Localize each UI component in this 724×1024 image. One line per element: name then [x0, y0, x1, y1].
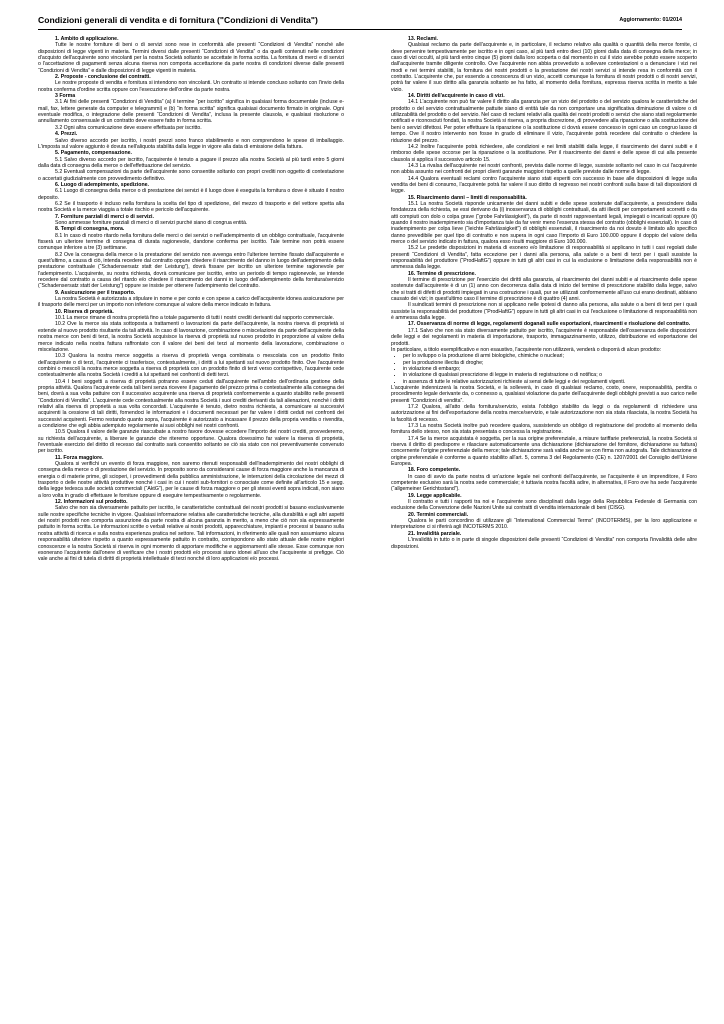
section-paragraph: 5.2 Eventuali compensazioni da parte dell'acquirente sono consentite soltanto con propri crediti non oggetto di contestazione o accertati giudizialmente con provvedimento definitivo.	[38, 169, 344, 182]
section-heading: 19. Legge applicabile.	[408, 492, 462, 499]
section-paragraph: 5.1 Salvo diverso accordo per iscritto, l'acquirente è tenuto a pagare il prezzo alla nostra Società al più tardi entro 5 giorni dalla data di consegna della merce o dell'effettuazione del servizio.	[38, 156, 344, 169]
section-paragraph: 17.1 Salvo che non sia stato diversamente pattuito per iscritto, l'acquirente è responsabile dell'osservanza delle disposizioni delle leggi e dei regolamenti in materia di importazione, trasporto, immagazzinamento, utilizzo, distribuzione ed esportazione dei prodotti.	[391, 327, 697, 347]
section-paragraph: 14.4 Qualora eventuali reclami contro l'acquirente siano stati esperiti con successo in base alle disposizioni di legge sulla vendita dei beni di consumo, l'acquirente potrà far valere il suo diritto di regresso nei nostri confronti sulla base di tali disposizioni di legge.	[391, 175, 697, 195]
section-heading: 15. Risarcimento danni – limiti di responsabilità.	[408, 194, 527, 201]
update-date: Aggiornamento: 01/2014	[619, 17, 682, 23]
list-item: • in violazione di qualsiasi prescrizione di legge in materia di registrazione o di notifica; o	[403, 372, 697, 378]
section-heading: 4. Prezzi.	[55, 131, 78, 138]
section-heading: 11. Forza maggiore.	[55, 454, 104, 461]
section-paragraph: 14.2 Inoltre l'acquirente potrà richiedere, alle condizioni e nei limiti stabiliti dalla legge, il risarcimento dei danni subiti e il rimborso delle spese occorse per la riparazione o la sostituzione. Per il risarcimento dei danni e delle spese di cui alla presente clausola si applica il successivo articolo 15.	[391, 143, 697, 163]
section-paragraph: Il suindicati termini di prescrizione non si applicano nelle ipotesi di danno alla persona, alla salute o a beni di terzi per i quali sussiste la responsabilità del produttore (“ProdHaftG”) oppure in tutti gli altri casi in cui l'esclusione o limitazione di responsabilità non è ammessa dalla legge.	[391, 302, 697, 322]
section-paragraph: 10.1 La merce rimane di nostra proprietà fino a totale pagamento di tutti i nostri crediti derivanti dal rapporto commerciale.	[55, 315, 335, 322]
section-heading: 10. Riserva di proprietà.	[55, 308, 114, 315]
section-paragraph: 14.3 La rivalsa dell'acquirente nei nostri confronti, prevista dalle norme di legge, sussiste soltanto nel caso in cui l'acquirente non abbia assunto nei confronti dei propri clienti garanzie maggiori rispetto a quelle previste dalle norme di legge.	[391, 162, 697, 176]
list-item: • in violazione di embargo;	[403, 366, 697, 372]
section-heading: 6. Luogo di adempimento, spedizione.	[55, 181, 149, 188]
section-paragraph: Sono ammesse forniture parziali di merci o di servizi purché siano di congrua entità.	[55, 219, 248, 226]
section-paragraph: 6.2 Se il trasporto è incluso nella fornitura la scelta del tipo di spedizione, del mezzo di trasporto e del vettore spetta alla nostra Società e la merce viaggia a totale rischio e pericolo dell'acquirente.	[38, 200, 344, 214]
section-heading: 18. Foro competente.	[408, 467, 461, 474]
section-heading: 8. Tempi di consegna, mora.	[55, 226, 125, 233]
document-title: Condizioni generali di vendita e di fornitura ("Condizioni di Vendita")	[38, 15, 318, 25]
section-heading: 9. Assicurazione per il trasporto.	[55, 289, 136, 296]
section-heading: 3 Forma	[55, 93, 76, 100]
section-paragraph: L'invalidità in tutto o in parte di singole disposizioni delle presenti “Condizioni di Vendita” non comporta l'invalidità delle altre disposizioni.	[391, 537, 697, 550]
section-paragraph: 10.3 Qualora la nostra merce soggetta a riserva di proprietà venga combinata o mescolata con un prodotto finito dell'acquirente o di terzi, l'acquirente ci trasferisce, contestualmente, i diritti a lui spettanti sul nuovo prodotto finito. Ove l'acquirente combini o mescoli la nostra merce soggetta a riserva di proprietà con un prodotto finito di terzi verso corrispettivo, l'acquirente cede contestualmente alla nostra Società i crediti a lui spettanti nei confronti di detti terzi.	[38, 353, 344, 379]
section-paragraph: 17.4 Se la merce acquistata è soggetta, per la sua origine preferenziale, a misure tariffarie preferenziali, la nostra Società si riserva il diritto di predisporre e rilasciare automaticamente una dichiarazione (dichiarazione del fornitore, dichiarazione su fattura) concernente l'origine preferenziale della merce; tale dichiarazione sarà valida anche se con firma non autografa. Tale dichiarazione di origine preferenziale è conforme a quanto stabilito all'art. 5, comma 3 del Regolamento (CE) n. 1207/2001 del Consiglio dell'Unione Europea.	[391, 435, 697, 468]
section-paragraph: Tutte le nostre forniture di beni o di servizi sono rese in conformità alle presenti “Condizioni di Vendita” nonché alle disposizioni di legge vigenti in materia. Termini diversi dalle presenti “Condizioni di Vendita” o da quelli contenuti nelle condizioni d'acquisto dell'acquirente sono vincolanti per la nostra Società soltanto se accettate in forma scritta. La fornitura di merci e di servizi o l'accettazione di pagamenti senza alcuna riserva non comporta accettazione da parte nostra di condizioni diverse dalle presenti “Condizioni di Vendita” e dalle disposizioni di legge vigenti in materia.	[38, 42, 344, 74]
section-paragraph: 17.3 La nostra Società inoltre può recedere qualora, sussistendo un obbligo di registrazione del prodotto al momento della fornitura dello stesso, non sia stata presentata o concessa la registrazione.	[391, 422, 697, 436]
section-heading: 7. Forniture parziali di merci o di servizi.	[55, 213, 154, 220]
section-paragraph: 8.1 In caso di nostro ritardo nella fornitura delle merci o dei servizi o nell'adempimento di un obbligo contrattuale, l'acquirente fisserà un ulteriore termine di consegna di durata ragionevole, dandone conferma per iscritto. Tale termine non potrà essere comunque inferiore a tre (3) settimane.	[38, 232, 344, 252]
section-paragraph: 8.2 Ove la consegna della merce o la prestazione del servizio non avvenga entro l'ulteriore termine fissato dall'acquirente e quest'ultimo, a causa di ciò, intenda recedere dal contratto oppure chiedere il risarcimento del danno in luogo dell'adempimento della prestazione contrattuale (“Schadensersatz statt der Leistung”), dovrà fissare per iscritto un ulteriore termine ragionevole per l'adempimento. L'acquirente, su nostra richiesta, dovrà comunicare per iscritto, entro un periodo di tempo ragionevole, se intende recedere dal contratto a causa del ritardo e/o chiedere il risarcimento dei danni in luogo dell'adempimento della fornitura/servizio (“Schadensersatz statt der Leistung”) oppure se insiste per ottenere l'adempimento del contratto.	[38, 251, 344, 290]
section-paragraph: Le nostre proposte di vendita e fornitura si intendono non vincolanti. Un contratto si intende concluso soltanto con l'invio della nostra conferma d'ordine scritta oppure con l'esecuzione dell'ordine da parte nostra.	[38, 80, 344, 93]
section-heading: 13. Reclami.	[408, 36, 438, 42]
section-paragraph: 10.2 Ove la merce sia stata sottoposta a trattamenti o lavorazioni da parte dell'acquirente, la nostra riserva di proprietà si estende al nuovo prodotto risultante da tali attività. In caso di lavorazione, combinazione o miscelazione da parte dell'acquirente della nostra merce con beni di terzi, la nostra Società acquisisce la riserva di proprietà sul nuovo prodotto in proporzione al valore della merce indicato nella nostra fattura raffrontato con il valore dei beni dei terzi al momento della lavorazione, combinazione o miscelazione.	[38, 321, 344, 353]
section-paragraph: Il contratto e tutti i rapporti tra noi e l'acquirente sono disciplinati dalla legge della Repubblica Federale di Germania con esclusione della Convenzione delle Nazioni Unite sui contratti di vendita internazionale di beni (CISG).	[391, 499, 697, 512]
document-header	[38, 15, 682, 30]
section-heading: 16. Termine di prescrizione.	[408, 270, 476, 277]
section-paragraph: L'acquirente indennizzerà la nostra Società, e la solleverà, in caso di qualsiasi reclamo, costo, onere, responsabilità, perdita o procedimento legale derivante da, o connesso a, qualsiasi violazione da parte dell'acquirente degli obblighi previsti a suo carico nelle presenti “Condizioni di vendita”.	[391, 384, 697, 404]
section-paragraph: 3.2 Ogni altra comunicazione deve essere effettuata per iscritto.	[55, 124, 202, 131]
section-paragraph: Salvo diverso accordo per iscritto, i nostri prezzi sono franco stabilimento e non comprendono le spese di imballaggio. L'imposta sul valore aggiunto è dovuta nell'aliquota stabilita dalla legge in vigore alla data di emissione della fattura.	[38, 137, 344, 150]
section-heading: 12. Informazioni sul prodotto.	[55, 499, 128, 506]
right-column	[391, 36, 697, 1006]
list-item: • per lo sviluppo o la produzione di armi biologiche, chimiche o nucleari;	[403, 353, 697, 359]
prohibited-uses-list	[391, 353, 697, 385]
section-paragraph: Qualora si verifichi un evento di forza maggiore, non saremo ritenuti responsabili dell'inadempimento dei nostri obblighi di consegna della merce o di prestazione del servizio. In proposito sono da considerarsi cause di forza maggiore anche la mancanza di energia o di materie prime, gli scioperi, i provvedimenti della pubblica amministrazione, le interruzioni della circolazione dei mezzi di trasporto o delle nostre attività produttive nonché i casi in cui i nostri sub-fornitori o consociate come definite all'articolo 15 e segg. della legge tedesca sulle società commerciali (“AktG”), per le cause di forza maggiore o per gli stessi eventi sopra indicati, non siano a loro volta in grado di effettuare le forniture oppure di eseguire tempestivamente o regolarmente.	[38, 461, 344, 499]
section-paragraph: 17.2 Qualora, all'atto della fornitura/servizio, esista l'obbligo stabilito da leggi o da regolamenti di richiedere una autorizzazione ai fini dell'esportazione della nostra merce/servizio, e tale autorizzazione non sia stata rilasciata, la nostra Società ha la facoltà di recesso.	[391, 403, 697, 423]
section-paragraph: In caso di avvio da parte nostra di un'azione legale nei confronti dell'acquirente, se l'acquirente è un imprenditore, il Foro competente esclusivo sarà la nostra sede commerciale; è tuttavia nostra facoltà adire, in alternativa, il Foro ove ha sede l'acquirente (“allgemeiner Gerichtsstand”).	[391, 473, 697, 493]
section-paragraph: 10.4 I beni soggetti a riserva di proprietà potranno essere ceduti dall'acquirente nell'ambito dell'ordinaria gestione della propria attività. Qualora l'acquirente ceda tali beni senza ricevere il pagamento del prezzo prima o contestualmente alla consegna dei beni, dovrà a sua volta pattuire con il successivo acquirente una riserva di proprietà conformemente a quanto stabilito nelle presenti “Condizioni di Vendita”. L'acquirente cede contestualmente alla nostra Società i suoi crediti derivanti da tali alienazioni, nonché i diritti relativi alla riserva di proprietà a sua volta concordati. L'acquirente è tenuto, dietro nostra richiesta, a comunicare ai successivi acquirenti la cessione di tali diritti, fornendoci le informazioni e i documenti necessari per far valere i diritti ceduti nei confronti dei successivi acquirenti. Fermo restando quanto sopra, l'acquirente è autorizzato a incassare il prezzo della propria vendita o rivendita, a condizione che egli abbia adempiuto regolarmente ai suoi obblighi nei nostri confronti.	[38, 378, 344, 429]
section-heading: 17. Osservanza di norme di legge, regolamenti doganali sulle esportazioni, risarcimenti e risoluzione del contratto.	[408, 321, 691, 328]
section-paragraph: Qualora le parti concordino di utilizzare gli “International Commercial Terms” (INCOTERMS), per la loro applicazione e interpretazione ci si riferirà agli INCOTERMS 2010.	[391, 518, 697, 531]
section-paragraph: 15.1 La nostra Società risponde unicamente dei danni subiti e delle spese sostenute dall'acquirente, a prescindere dalla fondatezza della richiesta, se essi derivano da (i) inosservanza di obblighi contrattuali, da atti illeciti per comportamenti scorretti o da atti compiuti con dolo o colpa grave (“grobe Fahrlässigkeit”), da parte di nostri rappresentanti legali, impiegati o incaricati oppure (ii) quando il nostro inadempimento sia d'importanza tale da far venir meno l'essenza stessa del contratto (obblighi essenziali). In caso di inadempimento per colpa lieve (“leichte Fahrlässigkeit”) di obblighi essenziali, il risarcimento da noi dovuto è limitato allo specifico danno prevedibile per quel tipo di contratto e non supera in ogni caso l'importo di Euro 100.000 oppure il doppio del valore della merce o del servizio indicato in fattura, qualora esso risulti maggiore di Euro 100.000.	[391, 200, 697, 245]
section-heading: 14. Diritti dell'acquirente in caso di vizi.	[408, 93, 505, 100]
left-column	[38, 36, 344, 1006]
section-heading: 21. Invalidità parziale.	[408, 530, 462, 537]
section-paragraph: 10.5 Qualora il valore delle garanzie riascuibate a nostro favore dovesse eccedere l'importo dei nostri crediti, provvederemo, su richiesta dell'acquirente, a liberare le garanzie che riteremo opportune. Qualora dovessimo far valere la riserva di proprietà, l'eventuale esercizio del diritto di recesso dal contratto sarà consentito soltanto se ciò sia stato con noi preventivamente convenuto per iscritto.	[38, 429, 344, 455]
section-paragraph: 6.1 Luogo di consegna della merce o di prestazione dei servizi è il luogo dove è eseguita la fornitura o dove è situato il nostro deposito.	[38, 188, 344, 201]
list-item: • in assenza di tutte le relative autorizzazioni richieste ai sensi delle leggi e dei regolamenti vigenti.	[403, 379, 697, 385]
section-heading: 5. Pagamento, compensazione.	[55, 150, 132, 157]
section-paragraph: 3.1 Ai fini delle presenti “Condizioni di Vendita” (a) il termine “per iscritto” significa in qualsiasi forma documentale (incluse e-mail, fax, lettere generate da computer e telegrammi) e (b) “in forma scritta” significa qualsiasi documento firmato in originale. Ogni eventuale modifica, o integrazione delle presenti “Condizioni di Vendita”, inclusa la presente clausola, e qualsiasi risoluzione o annullamento consensuale di un contratto deve essere fatto in forma scritta.	[38, 99, 344, 125]
list-item: • per la produzione illecita di droghe;	[403, 360, 697, 366]
section-paragraph: 14.1 L'acquirente non può far valere il diritto alla garanzia per un vizio del prodotto o del servizio qualora le caratteristiche del prodotto o del servizio contrattualmente pattuite siano di entità tale da non comportare una significativa diminuzione di valore o di utilizzabilità del prodotto o del servizio. Nel caso di reclami relativi alla qualità dei nostri prodotti o servizi che siano stati regolarmente notificati e riconosciuti fondati, la nostra Società si riserva, a propria discrezione, di provvedere alla riparazione o alla sostituzione dei beni o servizi difettosi. Per poter effettuare la riparazione o la sostituzione ci dovrà essere concesso in ogni caso un congruo lasso di tempo. Ove il nostro intervento non fosse in grado di eliminare il vizio, l'acquirente potrà recedere dal contratto o chiedere la riduzione del prezzo.	[391, 99, 697, 144]
section-paragraph: Salvo che non sia diversamente pattuito per iscritto, le caratteristiche contrattuali dei nostri prodotti si basano esclusivamente sulle nostre specifiche tecniche in vigore. Qualsiasi informazione relativa alle caratteristiche tecniche, alla durabilità e agli altri aspetti dei nostri prodotti non comporta assunzione da parte nostra di alcuna garanzia in merito, a meno che ciò non sia espressamente pattuito in forma scritta. Le informazioni scritte o verbali relative ai nostri prodotti, apparecchiature, impianti e processi si basano sulla nostra attività di ricerca e sulla nostra esperienza pratica nel settore. Tali informazioni, in riferimento alle quali non assumiamo alcuna responsabilità ulteriore rispetto a quanto espressamente pattuito in contratto, corrispondono allo stato attuale delle nostre migliori conoscenze e la nostra Società si riserva in ogni momento di apportare modifiche e aggiornamenti alle stesse. Esse comunque non esonerano l'acquirente dall'onere di verificare che i nostri prodotti e/o processi siano idonei all'uso che l'acquirente si prefigge. Ciò vale anche ai fini di tutela di diritti di proprietà intellettuale di terzi nonché di loro applicazioni e/o processi.	[38, 505, 344, 563]
section-paragraph: In particolare, a titolo esemplificativo e non esaustivo, l'acquirente non utilizzerà, venderà o disporrà di alcun prodotto:	[391, 346, 662, 353]
section-paragraph: Il termine di prescrizione per l'esercizio dei diritti alla garanzia, al risarcimento dei danni subiti e al risarcimento delle spese sostenute dall'acquirente è di un (1) anno con decorrenza dalla data di inizio del termine di prescrizione stabilito dalla legge, salvo che si tratti di difetti di prodotti impiegati in una costruzione i quali, pur se utilizzati conformemente all'uso cui erano destinati, abbiano causato dei vizi; in quest'ultimo caso il termine di prescrizione è di quattro (4) anni.	[391, 277, 697, 303]
section-heading: 1. Ambito di applicazione.	[55, 36, 119, 42]
section-heading: 20. Termini commerciali.	[408, 511, 469, 518]
section-paragraph: Qualsiasi reclamo da parte dell'acquirente e, in particolare, il reclamo relativo alla qualità o quantità della merce fornite, ci deve pervenire tempestivamente per iscritto e in ogni caso, al più tardi entro dieci (10) giorni dalla data di consegna della merce; in caso di vizi occulti, al più tardi entro cinque (5) giorni dalla loro scoperta o dal momento in cui il vizio avrebbe potuto essere scoperto dall'acquirente tramite diligente controllo. Ove l'acquirente non abbia provveduto a sollevare contestazioni o a denunciare i vizi nei modi e nei termini stabiliti, la fornitura dei nostri prodotti o la prestazione dei nostri servizi si intende resa in conformità con il contratto. L'acquirente che, pur essendo a conoscenza di un vizio, accetti comunque la fornitura di nostri prodotti o di nostri servizi, potrà far valere il suo diritto alla garanzia soltanto se ha fatto, al momento della fornitura, espressa riserva scritta in merito a tale vizio.	[391, 42, 697, 93]
section-heading: 2. Proposte - conclusione dei contratti.	[55, 74, 151, 81]
section-paragraph: La nostra Società è autorizzata a stipulare in nome e per conto e con spese a carico dell'acquirente idonea assicurazione per il trasporto delle merci per un importo non inferiore comunque al valore della merce indicato in fattura.	[38, 296, 344, 309]
section-paragraph: 15.2 Le predette disposizioni in materia di esonero e/o limitazione di responsabilità si applicano in tutti i casi regolati dalle presenti “Condizioni di Vendita”, fatta eccezione per i danni alla persona, alla salute o a beni di terzi per i quali sussiste la responsabilità del produttore (“ProdHaftG”) oppure in tutti gli altri casi in cui la esclusione o limitazione della responsabilità non è ammessa dalla legge.	[391, 245, 697, 271]
